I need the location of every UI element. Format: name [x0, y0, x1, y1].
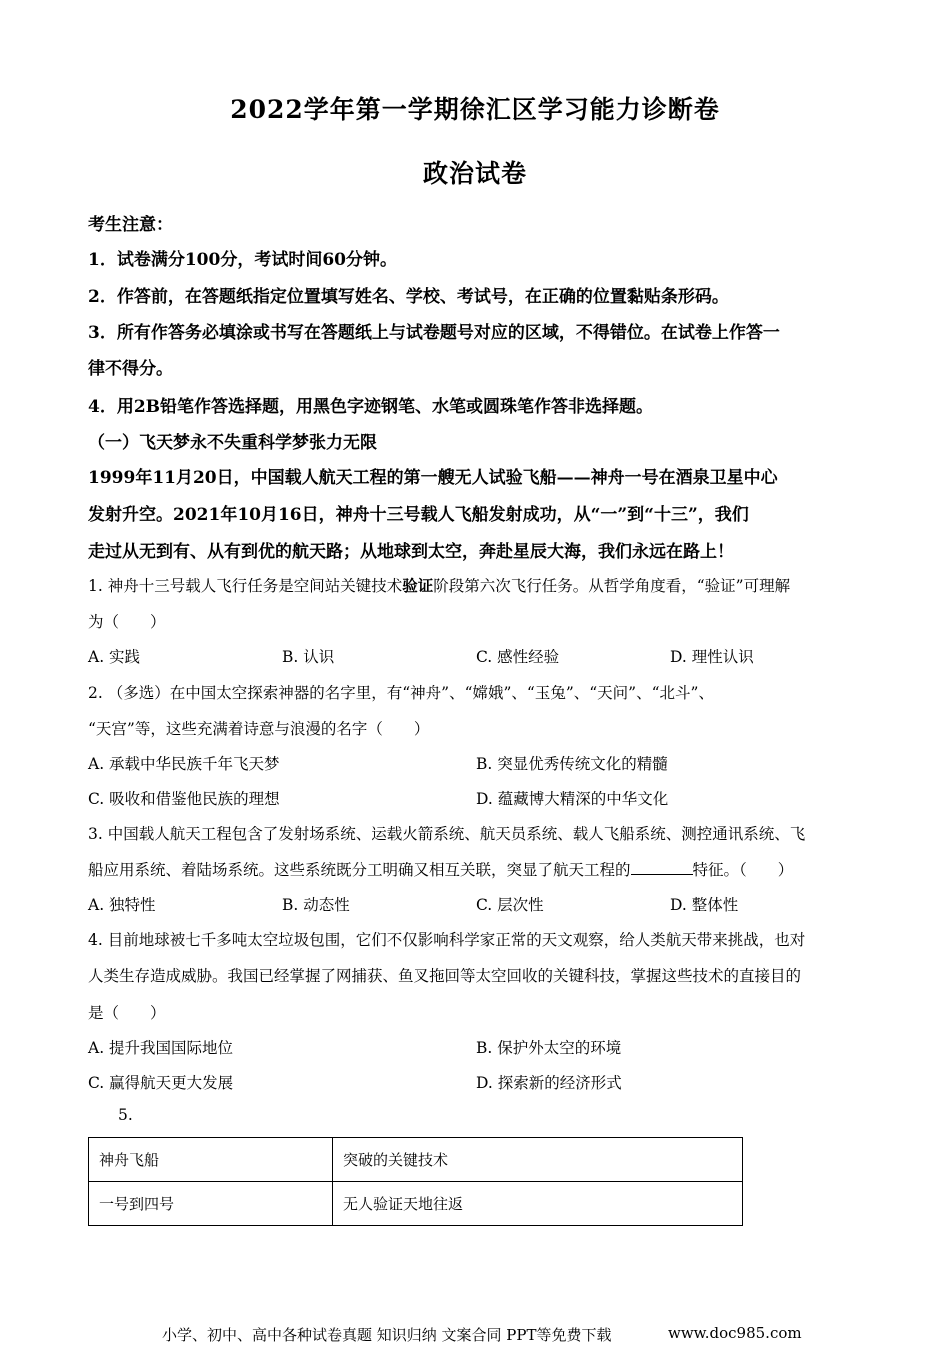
q5-table — [88, 1137, 743, 1226]
table-header-row — [89, 1138, 743, 1182]
exam-subject: 政治试卷 — [422, 159, 527, 188]
q3-option-d[interactable]: D. 整体性 — [670, 896, 739, 914]
section-intro-line-3: 走过从无到有、从有到优的航天路；从地球到太空，奔赴星辰大海，我们永远在路上！ — [88, 542, 734, 562]
notice-item-4: 4．用2B铅笔作答选择题，用黑色字迹钢笔、水笔或圆珠笔作答非选择题。 — [88, 397, 654, 417]
q1-option-d[interactable]: D. 理性认识 — [670, 648, 754, 666]
q4-stem-line-1: 4. 目前地球被七千多吨太空垃圾包围，它们不仅影响科学家正常的天文观察，给人类航天带来挑战，也对 — [88, 931, 806, 949]
table-cell: 无人验证天地往返 — [333, 1182, 743, 1226]
q3-option-a[interactable]: A. 独特性 — [88, 896, 156, 914]
q4-option-b[interactable]: B. 保护外太空的环境 — [476, 1039, 622, 1057]
q4-stem-line-2: 人类生存造成威胁。我国已经掌握了网捕获、鱼叉拖回等太空回收的关键科技，掌握这些技术的直接目的 — [88, 967, 802, 985]
q4-option-d[interactable]: D. 探索新的经济形式 — [476, 1074, 622, 1092]
q2-option-c[interactable]: C. 吸收和借鉴他民族的理想 — [88, 790, 280, 808]
q1-stem-line-2: 为（ ） — [88, 613, 166, 631]
notice-item-3: 3．所有作答务必填涂或书写在答题纸上与试卷题号对应的区域，不得错位。在试卷上作答一 — [88, 323, 780, 343]
q1-stem-pre: 1. 神舟十三号载人飞行任务是空间站关键技术 — [88, 577, 403, 595]
q1-stem-line-1 — [88, 574, 790, 596]
q2-option-d[interactable]: D. 蕴藏博大精深的中华文化 — [476, 790, 669, 808]
notice-heading: 考生注意： — [88, 215, 173, 235]
table-row — [89, 1182, 743, 1226]
table-header-cell: 神舟飞船 — [89, 1138, 333, 1182]
q1-option-b[interactable]: B. 认识 — [282, 648, 335, 666]
q3-stem-pre: 船应用系统、着陆场系统。这些系统既分工明确又相互关联，突显了航天工程的 — [88, 861, 631, 879]
table-cell: 一号到四号 — [89, 1182, 333, 1226]
q1-option-c[interactable]: C. 感性经验 — [476, 648, 560, 666]
q3-stem-line-1: 3. 中国载人航天工程包含了发射场系统、运载火箭系统、航天员系统、载人飞船系统、测控通讯系统、飞 — [88, 825, 806, 843]
q3-option-c[interactable]: C. 层次性 — [476, 896, 544, 914]
q2-stem-line-2: “天宫”等，这些充满着诗意与浪漫的名字（ ） — [88, 720, 430, 738]
q4-stem-line-3: 是（ ） — [88, 1004, 166, 1022]
section-heading: （一）飞天梦永不失重科学梦张力无限 — [88, 433, 377, 453]
notice-item-2: 2．作答前，在答题纸指定位置填写姓名、学校、考试号，在正确的位置黏贴条形码。 — [88, 287, 729, 307]
q1-stem-post: 阶段第六次飞行任务。从哲学角度看，“验证”可理解 — [433, 577, 791, 595]
q1-option-a[interactable]: A. 实践 — [88, 648, 141, 666]
section-intro-line-2: 发射升空。2021年10月16日，神舟十三号载人飞船发射成功，从“一”到“十三”，我们 — [88, 505, 749, 525]
q2-option-a[interactable]: A. 承载中华民族千年飞天梦 — [88, 755, 280, 773]
table-header-cell: 突破的关键技术 — [333, 1138, 743, 1182]
q2-option-b[interactable]: B. 突显优秀传统文化的精髓 — [476, 755, 668, 773]
footer-site-link[interactable]: www.doc985.com — [668, 1324, 802, 1342]
q5-number: 5. — [118, 1106, 133, 1124]
exam-title: 2022学年第一学期徐汇区学习能力诊断卷 — [230, 95, 720, 124]
q4-option-c[interactable]: C. 赢得航天更大发展 — [88, 1074, 234, 1092]
q3-answer-blank[interactable] — [631, 860, 693, 875]
q4-option-a[interactable]: A. 提升我国国际地位 — [88, 1039, 234, 1057]
section-intro-line-1: 1999年11月20日，中国载人航天工程的第一艘无人试验飞船——神舟一号在酒泉卫星中心 — [88, 468, 778, 488]
q3-stem-post: 特征。（ ） — [692, 861, 794, 879]
notice-item-1: 1．试卷满分100分，考试时间60分钟。 — [88, 250, 397, 270]
q3-option-b[interactable]: B. 动态性 — [282, 896, 350, 914]
q2-stem-line-1: 2. （多选）在中国太空探索神器的名字里，有“神舟”、“嫦娥”、“玉兔”、“天问”、“北斗”、 — [88, 684, 714, 702]
q3-stem-line-2 — [88, 858, 793, 880]
footer-text: 小学、初中、高中各种试卷真题 知识归纳 文案合同 PPT等免费下载 — [162, 1326, 612, 1344]
q1-stem-emphasis: 验证 — [402, 576, 434, 595]
notice-item-3-cont: 律不得分。 — [88, 359, 173, 379]
